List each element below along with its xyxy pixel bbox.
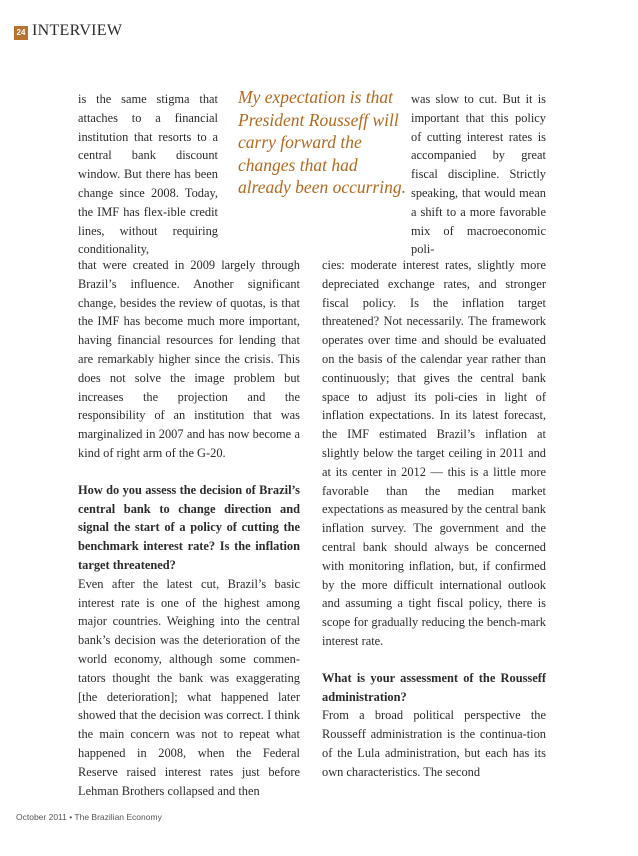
pull-quote: My expectation is that President Rousseff will carry forward the changes that had already been occurring. [238, 87, 406, 197]
interview-question: What is your assessment of the Rousseff administration? [322, 670, 546, 704]
paragraph: is the same stigma that attaches to a financial institution that resorts to a central bank discount window. But there has been change since 2008. Today, the IMF has flex-ible credit lines, without requiring conditionality, [78, 92, 218, 257]
right-column [322, 256, 546, 782]
left-column [78, 256, 300, 800]
paragraph: cies: moderate interest rates, slightly more depreciated exchange rates, and stronger fiscal policy. Is the inflation target threatened? Not necessarily. The framework operates over time and should be evaluated on the basis of the calendar year rather than continuously; that gives the central bank space to adjust its poli-cies in light of inflation expectations. In its latest forecast, the IMF estimated Brazil’s inflation at slightly below the target ceiling in 2011 and at its center in 2012 — this is a little more favorable than the median market expectations as measured by the central bank inflation survey. The government and the central bank should always be concerned with monitoring inflation, but, if confirmed by the more difficult international outlook and assuming a tight fiscal policy, there is scope for gradually reducing the bench-mark interest rate. [322, 258, 546, 648]
paragraph: Even after the latest cut, Brazil’s basic interest rate is one of the highest among major countries. Weighing into the central bank’s decision was the deterioration of the world economy, although some commen-tators thought the bank was exaggerating [the deterioration]; what happened later showed that the decision was correct. I think the main concern was not to repeat what happened in 2008, when the Federal Reserve raised interest rates just before Lehman Brothers collapsed and then [78, 576, 300, 798]
paragraph: that were created in 2009 largely through Brazil’s influence. Another significant change, besides the review of quotas, is that the IMF has become much more important, having financial resources for lending that are remarkably higher since the crisis. This does not solve the image problem but increases the projection and the responsibility of an institution that was marginalized in 2007 and has now become a kind of right arm of the G-20. [78, 258, 300, 460]
page-number: 24 [14, 26, 28, 40]
paragraph: From a broad political perspective the Rousseff administration is the continua-tion of the Lula administration, but each has its own characteristics. The second [322, 708, 546, 779]
interview-question: How do you assess the decision of Brazil’s central bank to change direction and signal the start of a policy of cutting the benchmark interest rate? Is the inflation target threatened? [78, 482, 300, 572]
right-column-top-text [411, 90, 546, 259]
left-column-top-text [78, 90, 218, 259]
paragraph: was slow to cut. But it is important that this policy of cutting interest rates is accompanied by great fiscal discipline. Strictly speaking, that would mean a shift to a more favorable mix of macroeconomic poli- [411, 92, 546, 257]
page-footer: October 2011 • The Brazilian Economy [16, 812, 162, 822]
section-title: INTERVIEW [32, 22, 123, 39]
